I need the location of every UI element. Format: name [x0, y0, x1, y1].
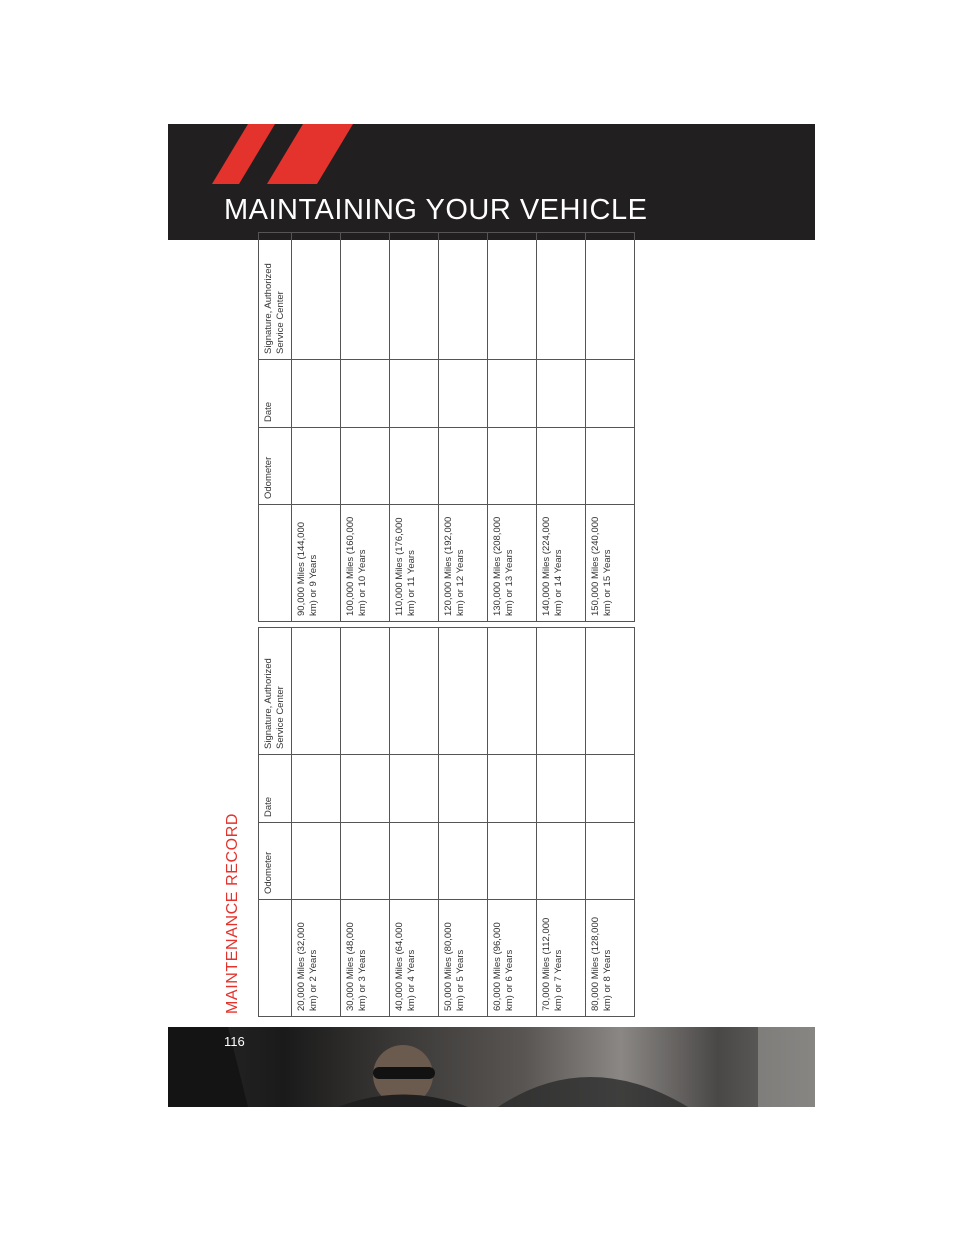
date-header: Date — [259, 360, 292, 428]
table-row — [292, 233, 341, 622]
odometer-header: Odometer — [259, 428, 292, 505]
odometer-cell — [586, 823, 635, 900]
table-row — [537, 628, 586, 1017]
date-cell — [488, 755, 537, 823]
table-row — [586, 628, 635, 1017]
date-cell — [537, 360, 586, 428]
table-row — [390, 628, 439, 1017]
signature-cell — [586, 628, 635, 755]
table-row — [439, 233, 488, 622]
odometer-cell — [292, 428, 341, 505]
date-cell — [488, 360, 537, 428]
driver-photo — [168, 1027, 815, 1107]
signature-cell — [390, 628, 439, 755]
date-cell — [390, 755, 439, 823]
interval-cell: 110,000 Miles (176,000 km) or 11 Years — [390, 505, 439, 622]
signature-cell — [292, 233, 341, 360]
signature-cell — [488, 233, 537, 360]
section-title: MAINTENANCE RECORD — [224, 812, 241, 1014]
signature-cell — [586, 233, 635, 360]
table-row — [537, 233, 586, 622]
table-row — [439, 628, 488, 1017]
date-cell — [537, 755, 586, 823]
date-cell — [439, 755, 488, 823]
table-header-row — [259, 628, 292, 1017]
interval-cell: 70,000 Miles (112,000 km) or 7 Years — [537, 900, 586, 1017]
odometer-cell — [537, 428, 586, 505]
odometer-cell — [537, 823, 586, 900]
interval-cell: 140,000 Miles (224,000 km) or 14 Years — [537, 505, 586, 622]
interval-cell: 150,000 Miles (240,000 km) or 15 Years — [586, 505, 635, 622]
signature-cell — [390, 233, 439, 360]
interval-cell: 40,000 Miles (64,000 km) or 4 Years — [390, 900, 439, 1017]
signature-header: Signature, Authorized Service Center — [259, 628, 292, 755]
interval-header — [259, 900, 292, 1017]
interval-cell: 90,000 Miles (144,000 km) or 9 Years — [292, 505, 341, 622]
interval-cell: 50,000 Miles (80,000 km) or 5 Years — [439, 900, 488, 1017]
signature-cell — [537, 628, 586, 755]
odometer-cell — [488, 823, 537, 900]
interval-header — [259, 505, 292, 622]
table-row — [341, 233, 390, 622]
odometer-cell — [341, 428, 390, 505]
date-cell — [586, 360, 635, 428]
signature-cell — [341, 628, 390, 755]
date-cell — [586, 755, 635, 823]
date-header: Date — [259, 755, 292, 823]
signature-cell — [488, 628, 537, 755]
table-row — [390, 233, 439, 622]
signature-cell — [292, 628, 341, 755]
table-row — [341, 628, 390, 1017]
interval-cell: 60,000 Miles (96,000 km) or 6 Years — [488, 900, 537, 1017]
signature-cell — [439, 628, 488, 755]
odometer-cell — [488, 428, 537, 505]
signature-header: Signature, Authorized Service Center — [259, 233, 292, 360]
odometer-cell — [586, 428, 635, 505]
date-cell — [390, 360, 439, 428]
date-cell — [292, 360, 341, 428]
chapter-header — [168, 124, 815, 240]
table-row — [488, 233, 537, 622]
odometer-cell — [390, 428, 439, 505]
table-row — [292, 628, 341, 1017]
table-header-row — [259, 233, 292, 622]
footer-photo-band — [168, 1027, 815, 1107]
interval-cell: 120,000 Miles (192,000 km) or 12 Years — [439, 505, 488, 622]
date-cell — [341, 360, 390, 428]
interval-cell: 30,000 Miles (48,000 km) or 3 Years — [341, 900, 390, 1017]
chapter-title: MAINTAINING YOUR VEHICLE — [224, 194, 648, 226]
signature-cell — [341, 233, 390, 360]
table-row — [488, 628, 537, 1017]
odometer-cell — [341, 823, 390, 900]
interval-cell: 130,000 Miles (208,000 km) or 13 Years — [488, 505, 537, 622]
odometer-cell — [439, 823, 488, 900]
odometer-header: Odometer — [259, 823, 292, 900]
signature-cell — [537, 233, 586, 360]
maintenance-table-left — [258, 658, 622, 1017]
interval-cell: 20,000 Miles (32,000 km) or 2 Years — [292, 900, 341, 1017]
maintenance-table-right — [258, 263, 622, 622]
date-cell — [439, 360, 488, 428]
interval-cell: 80,000 Miles (128,000 km) or 8 Years — [586, 900, 635, 1017]
odometer-cell — [390, 823, 439, 900]
date-cell — [292, 755, 341, 823]
table-row — [586, 233, 635, 622]
odometer-cell — [439, 428, 488, 505]
signature-cell — [439, 233, 488, 360]
interval-cell: 100,000 Miles (160,000 km) or 10 Years — [341, 505, 390, 622]
odometer-cell — [292, 823, 341, 900]
date-cell — [341, 755, 390, 823]
page-number: 116 — [224, 1034, 245, 1049]
